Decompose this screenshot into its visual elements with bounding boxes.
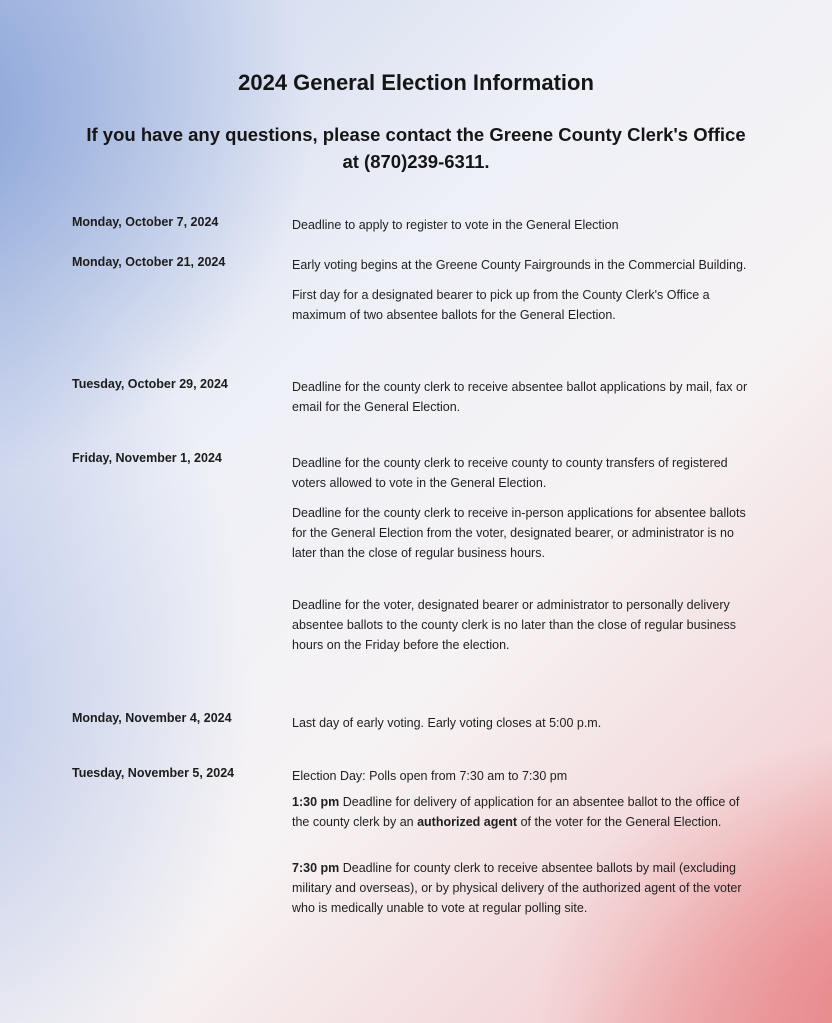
- schedule-description: [292, 255, 752, 325]
- schedule-date: Friday, November 1, 2024: [72, 451, 222, 465]
- deadline-text: of the voter for the General Election.: [520, 815, 722, 829]
- schedule-paragraph: Deadline for the county clerk to receive in-person applications for absentee ballots for the General Election from the voter, designated bearer, or administrator is no later than the close of regular business hours.: [292, 506, 746, 560]
- schedule-paragraph: Election Day: Polls open from 7:30 am to 7:30 pm: [292, 769, 568, 783]
- schedule-paragraph: Deadline for the county clerk to receive county to county transfers of registered voters allowed to vote in the General Election.: [292, 456, 728, 490]
- timed-deadline: [292, 792, 752, 832]
- page-title: 2024 General Election Information: [238, 70, 594, 95]
- schedule-paragraph: Early voting begins at the Greene County Fairgrounds in the Commercial Building.: [292, 258, 747, 272]
- contact-line-2: at (870)239-6311.: [342, 151, 490, 172]
- schedule-paragraph: Deadline for the county clerk to receive absentee ballot applications by mail, fax or email for the General Election.: [292, 380, 748, 414]
- schedule-paragraph: Last day of early voting. Early voting closes at 5:00 p.m.: [292, 716, 602, 730]
- authorized-agent-phrase: authorized agent: [417, 815, 518, 829]
- deadline-text: Deadline for county clerk to receive absentee ballots by mail (excluding military and overseas), or by physical delivery of the authorized agent of the voter who is medically unable to vote at regular polling site.: [292, 861, 742, 915]
- schedule-description: [292, 713, 752, 733]
- schedule-paragraph: First day for a designated bearer to pick up from the County Clerk's Office a maximum of two absentee ballots for the General Election.: [292, 288, 710, 322]
- schedule-date: Tuesday, November 5, 2024: [72, 766, 235, 780]
- schedule-description: [292, 215, 752, 235]
- timed-deadline: [292, 858, 752, 918]
- deadline-time: 1:30 pm: [292, 795, 340, 809]
- schedule-date: Tuesday, October 29, 2024: [72, 377, 228, 391]
- schedule-date: Monday, October 21, 2024: [72, 255, 226, 269]
- deadline-text: Deadline for delivery of application for an absentee ballot to the office of the county clerk by an: [292, 795, 740, 829]
- schedule-paragraph: Deadline to apply to register to vote in the General Election: [292, 218, 619, 232]
- schedule-date: Monday, November 4, 2024: [72, 711, 232, 725]
- schedule-description: [292, 377, 752, 417]
- schedule-description: [292, 451, 752, 655]
- contact-subtitle: [60, 121, 772, 175]
- deadline-time: 7:30 pm: [292, 861, 340, 875]
- contact-line-1: If you have any questions, please contact the Greene County Clerk's Office: [86, 124, 746, 145]
- schedule-paragraph: Deadline for the voter, designated bearer or administrator to personally delivery absentee ballots to the county clerk is no later than the close of regular business hours on the Friday before the election.: [292, 598, 737, 652]
- schedule-date: Monday, October 7, 2024: [72, 215, 219, 229]
- schedule-description: [292, 766, 752, 918]
